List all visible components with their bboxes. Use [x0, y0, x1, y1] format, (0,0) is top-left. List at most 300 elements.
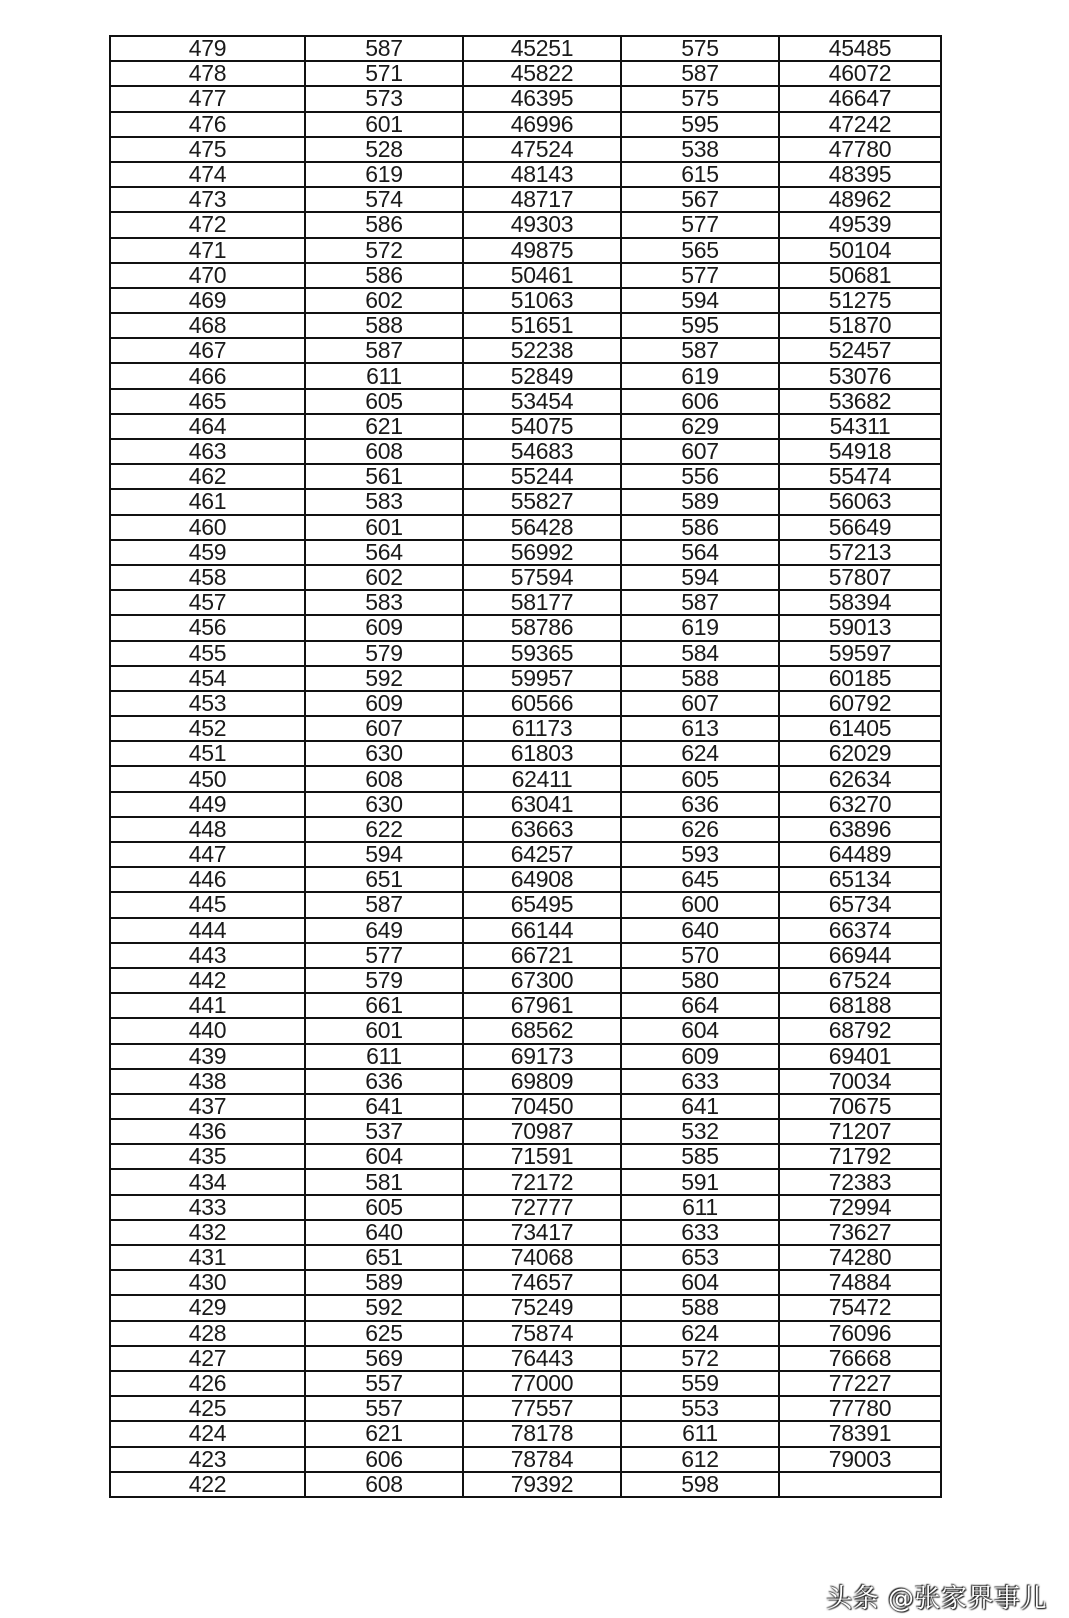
cell-cumulative-b: 47242 [779, 112, 941, 137]
cell-count-b: 611 [621, 1421, 779, 1446]
cell-count-a: 602 [305, 288, 463, 313]
cell-score: 439 [110, 1044, 305, 1069]
cell-cumulative-a: 67300 [463, 968, 621, 993]
table-row [110, 792, 941, 817]
cell-cumulative-b: 50104 [779, 238, 941, 263]
table-row [110, 590, 941, 615]
cell-cumulative-a: 56428 [463, 515, 621, 540]
cell-count-a: 577 [305, 943, 463, 968]
cell-cumulative-b: 50681 [779, 263, 941, 288]
table-row [110, 1044, 941, 1069]
cell-score: 448 [110, 817, 305, 842]
cell-count-a: 606 [305, 1447, 463, 1472]
table-row [110, 489, 941, 514]
cell-count-b: 565 [621, 238, 779, 263]
cell-count-b: 588 [621, 666, 779, 691]
cell-count-b: 584 [621, 641, 779, 666]
watermark-text: 头条 @张家界事儿 [826, 1584, 1047, 1614]
cell-count-b: 600 [621, 892, 779, 917]
cell-cumulative-b: 46072 [779, 61, 941, 86]
cell-cumulative-a: 69809 [463, 1069, 621, 1094]
cell-cumulative-b: 52457 [779, 338, 941, 363]
cell-cumulative-b: 78391 [779, 1421, 941, 1446]
cell-cumulative-a: 78784 [463, 1447, 621, 1472]
cell-count-a: 574 [305, 187, 463, 212]
cell-count-a: 573 [305, 86, 463, 111]
cell-cumulative-b: 49539 [779, 212, 941, 237]
cell-score: 478 [110, 61, 305, 86]
cell-count-b: 556 [621, 464, 779, 489]
cell-score: 438 [110, 1069, 305, 1094]
cell-score: 434 [110, 1169, 305, 1194]
cell-cumulative-a: 60566 [463, 691, 621, 716]
table-row [110, 112, 941, 137]
cell-cumulative-a: 45251 [463, 36, 621, 61]
cell-cumulative-a: 49875 [463, 238, 621, 263]
cell-count-b: 633 [621, 1220, 779, 1245]
table-row [110, 615, 941, 640]
cell-count-a: 586 [305, 263, 463, 288]
cell-cumulative-a: 57594 [463, 565, 621, 590]
table-row [110, 1245, 941, 1270]
cell-count-b: 585 [621, 1144, 779, 1169]
cell-cumulative-b: 66944 [779, 943, 941, 968]
cell-cumulative-b: 62029 [779, 741, 941, 766]
cell-cumulative-a: 53454 [463, 389, 621, 414]
cell-count-b: 570 [621, 943, 779, 968]
cell-count-a: 609 [305, 691, 463, 716]
cell-cumulative-a: 77557 [463, 1396, 621, 1421]
cell-count-a: 557 [305, 1396, 463, 1421]
cell-cumulative-b: 55474 [779, 464, 941, 489]
cell-count-a: 589 [305, 1270, 463, 1295]
cell-count-a: 630 [305, 792, 463, 817]
table-row [110, 1270, 941, 1295]
cell-score: 463 [110, 439, 305, 464]
cell-cumulative-b: 54918 [779, 439, 941, 464]
cell-count-b: 588 [621, 1295, 779, 1320]
cell-score: 443 [110, 943, 305, 968]
cell-cumulative-a: 65495 [463, 892, 621, 917]
cell-score: 477 [110, 86, 305, 111]
cell-count-a: 622 [305, 817, 463, 842]
cell-score: 449 [110, 792, 305, 817]
cell-count-a: 587 [305, 338, 463, 363]
cell-count-b: 589 [621, 489, 779, 514]
cell-cumulative-b: 53682 [779, 389, 941, 414]
table-row [110, 439, 941, 464]
cell-cumulative-a: 45822 [463, 61, 621, 86]
cell-count-a: 661 [305, 993, 463, 1018]
cell-cumulative-b: 68188 [779, 993, 941, 1018]
cell-cumulative-b: 57807 [779, 565, 941, 590]
table-row [110, 641, 941, 666]
cell-score: 457 [110, 590, 305, 615]
cell-cumulative-a: 51651 [463, 313, 621, 338]
table-row [110, 666, 941, 691]
cell-count-a: 569 [305, 1346, 463, 1371]
cell-count-a: 601 [305, 1018, 463, 1043]
cell-count-a: 602 [305, 565, 463, 590]
cell-cumulative-a: 54075 [463, 414, 621, 439]
cell-cumulative-b: 74280 [779, 1245, 941, 1270]
cell-count-b: 532 [621, 1119, 779, 1144]
table-row [110, 515, 941, 540]
cell-cumulative-a: 71591 [463, 1144, 621, 1169]
table-row [110, 389, 941, 414]
cell-cumulative-b: 59597 [779, 641, 941, 666]
cell-cumulative-b [779, 1472, 941, 1497]
table-row [110, 1119, 941, 1144]
cell-count-b: 538 [621, 137, 779, 162]
cell-score: 467 [110, 338, 305, 363]
cell-cumulative-a: 58177 [463, 590, 621, 615]
cell-score: 474 [110, 162, 305, 187]
cell-count-a: 607 [305, 716, 463, 741]
cell-cumulative-a: 76443 [463, 1346, 621, 1371]
cell-cumulative-a: 63663 [463, 817, 621, 842]
cell-count-a: 586 [305, 212, 463, 237]
cell-count-a: 583 [305, 590, 463, 615]
cell-count-b: 619 [621, 615, 779, 640]
table-row [110, 766, 941, 791]
cell-score: 429 [110, 1295, 305, 1320]
cell-cumulative-b: 56649 [779, 515, 941, 540]
table-row [110, 1018, 941, 1043]
cell-cumulative-b: 71207 [779, 1119, 941, 1144]
table-row [110, 187, 941, 212]
table-row [110, 1295, 941, 1320]
cell-count-a: 583 [305, 489, 463, 514]
cell-score: 444 [110, 918, 305, 943]
table-row [110, 741, 941, 766]
table-row [110, 61, 941, 86]
cell-cumulative-a: 64908 [463, 867, 621, 892]
cell-count-b: 553 [621, 1396, 779, 1421]
table-row [110, 817, 941, 842]
cell-count-b: 595 [621, 112, 779, 137]
table-row [110, 892, 941, 917]
cell-count-a: 641 [305, 1094, 463, 1119]
cell-cumulative-b: 60185 [779, 666, 941, 691]
cell-cumulative-a: 75249 [463, 1295, 621, 1320]
cell-score: 426 [110, 1371, 305, 1396]
cell-score: 442 [110, 968, 305, 993]
cell-cumulative-a: 68562 [463, 1018, 621, 1043]
cell-count-a: 587 [305, 892, 463, 917]
cell-cumulative-a: 61803 [463, 741, 621, 766]
cell-cumulative-a: 75874 [463, 1321, 621, 1346]
cell-cumulative-b: 73627 [779, 1220, 941, 1245]
cell-cumulative-a: 48717 [463, 187, 621, 212]
cell-count-a: 588 [305, 313, 463, 338]
cell-score: 475 [110, 137, 305, 162]
cell-count-b: 624 [621, 1321, 779, 1346]
cell-count-b: 559 [621, 1371, 779, 1396]
cell-score: 427 [110, 1346, 305, 1371]
cell-score: 473 [110, 187, 305, 212]
table-row [110, 1144, 941, 1169]
cell-count-a: 592 [305, 1295, 463, 1320]
cell-score: 454 [110, 666, 305, 691]
cell-score: 479 [110, 36, 305, 61]
table-row [110, 1371, 941, 1396]
cell-cumulative-a: 47524 [463, 137, 621, 162]
cell-cumulative-b: 53076 [779, 363, 941, 388]
cell-cumulative-a: 67961 [463, 993, 621, 1018]
cell-count-a: 537 [305, 1119, 463, 1144]
cell-score: 437 [110, 1094, 305, 1119]
cell-count-a: 630 [305, 741, 463, 766]
table-row [110, 363, 941, 388]
table-row [110, 86, 941, 111]
cell-score: 456 [110, 615, 305, 640]
cell-count-a: 579 [305, 641, 463, 666]
cell-count-b: 593 [621, 842, 779, 867]
cell-count-b: 575 [621, 86, 779, 111]
cell-cumulative-a: 73417 [463, 1220, 621, 1245]
cell-cumulative-b: 57213 [779, 540, 941, 565]
cell-cumulative-a: 77000 [463, 1371, 621, 1396]
cell-score: 447 [110, 842, 305, 867]
table-row [110, 1447, 941, 1472]
cell-score: 460 [110, 515, 305, 540]
cell-score: 433 [110, 1195, 305, 1220]
table-row [110, 867, 941, 892]
cell-count-a: 579 [305, 968, 463, 993]
cell-cumulative-a: 72172 [463, 1169, 621, 1194]
cell-cumulative-b: 65734 [779, 892, 941, 917]
cell-cumulative-a: 74657 [463, 1270, 621, 1295]
cell-count-b: 641 [621, 1094, 779, 1119]
cell-cumulative-b: 63896 [779, 817, 941, 842]
cell-cumulative-b: 58394 [779, 590, 941, 615]
cell-cumulative-b: 67524 [779, 968, 941, 993]
cell-score: 422 [110, 1472, 305, 1497]
cell-count-b: 664 [621, 993, 779, 1018]
cell-count-b: 619 [621, 363, 779, 388]
cell-count-b: 615 [621, 162, 779, 187]
cell-cumulative-b: 65134 [779, 867, 941, 892]
table-row [110, 1094, 941, 1119]
cell-count-b: 587 [621, 590, 779, 615]
cell-count-b: 607 [621, 439, 779, 464]
table-row [110, 968, 941, 993]
cell-count-a: 605 [305, 1195, 463, 1220]
cell-count-b: 564 [621, 540, 779, 565]
cell-cumulative-a: 72777 [463, 1195, 621, 1220]
cell-cumulative-a: 62411 [463, 766, 621, 791]
table-row [110, 918, 941, 943]
cell-cumulative-b: 68792 [779, 1018, 941, 1043]
cell-cumulative-a: 55827 [463, 489, 621, 514]
cell-score: 432 [110, 1220, 305, 1245]
cell-count-b: 580 [621, 968, 779, 993]
cell-count-b: 609 [621, 1044, 779, 1069]
cell-score: 430 [110, 1270, 305, 1295]
cell-score: 476 [110, 112, 305, 137]
cell-cumulative-a: 51063 [463, 288, 621, 313]
cell-cumulative-b: 66374 [779, 918, 941, 943]
cell-count-b: 575 [621, 36, 779, 61]
cell-score: 423 [110, 1447, 305, 1472]
cell-cumulative-a: 69173 [463, 1044, 621, 1069]
cell-score: 424 [110, 1421, 305, 1446]
cell-cumulative-b: 76096 [779, 1321, 941, 1346]
cell-cumulative-a: 46996 [463, 112, 621, 137]
cell-cumulative-a: 54683 [463, 439, 621, 464]
cell-cumulative-a: 56992 [463, 540, 621, 565]
cell-count-b: 626 [621, 817, 779, 842]
cell-count-a: 581 [305, 1169, 463, 1194]
cell-score: 428 [110, 1321, 305, 1346]
cell-score: 466 [110, 363, 305, 388]
cell-count-b: 586 [621, 515, 779, 540]
cell-cumulative-b: 75472 [779, 1295, 941, 1320]
cell-cumulative-b: 74884 [779, 1270, 941, 1295]
table-row [110, 137, 941, 162]
cell-cumulative-b: 76668 [779, 1346, 941, 1371]
table-row [110, 1195, 941, 1220]
cell-count-a: 625 [305, 1321, 463, 1346]
cell-count-b: 645 [621, 867, 779, 892]
cell-count-b: 607 [621, 691, 779, 716]
cell-cumulative-a: 79392 [463, 1472, 621, 1497]
cell-score: 431 [110, 1245, 305, 1270]
cell-score: 450 [110, 766, 305, 791]
cell-cumulative-a: 48143 [463, 162, 621, 187]
cell-score: 451 [110, 741, 305, 766]
cell-count-a: 609 [305, 615, 463, 640]
table-row [110, 1321, 941, 1346]
cell-cumulative-a: 63041 [463, 792, 621, 817]
cell-score: 471 [110, 238, 305, 263]
cell-score: 465 [110, 389, 305, 414]
cell-cumulative-b: 51870 [779, 313, 941, 338]
table-row [110, 1346, 941, 1371]
cell-count-b: 604 [621, 1270, 779, 1295]
cell-count-a: 636 [305, 1069, 463, 1094]
cell-cumulative-b: 71792 [779, 1144, 941, 1169]
cell-score: 458 [110, 565, 305, 590]
cell-cumulative-b: 77227 [779, 1371, 941, 1396]
cell-count-b: 567 [621, 187, 779, 212]
cell-score: 472 [110, 212, 305, 237]
cell-count-a: 619 [305, 162, 463, 187]
cell-score: 440 [110, 1018, 305, 1043]
cell-cumulative-a: 55244 [463, 464, 621, 489]
cell-count-a: 611 [305, 1044, 463, 1069]
cell-cumulative-a: 46395 [463, 86, 621, 111]
table-row [110, 993, 941, 1018]
cell-cumulative-a: 52238 [463, 338, 621, 363]
cell-score: 464 [110, 414, 305, 439]
cell-cumulative-b: 54311 [779, 414, 941, 439]
cell-score: 462 [110, 464, 305, 489]
cell-score: 470 [110, 263, 305, 288]
table-row [110, 1396, 941, 1421]
cell-score: 461 [110, 489, 305, 514]
cell-cumulative-b: 59013 [779, 615, 941, 640]
cell-cumulative-a: 66721 [463, 943, 621, 968]
cell-cumulative-b: 56063 [779, 489, 941, 514]
table-row [110, 338, 941, 363]
cell-count-b: 594 [621, 565, 779, 590]
cell-count-b: 640 [621, 918, 779, 943]
cell-count-a: 621 [305, 1421, 463, 1446]
cell-count-a: 651 [305, 1245, 463, 1270]
cell-count-b: 653 [621, 1245, 779, 1270]
table-row [110, 162, 941, 187]
cell-score: 435 [110, 1144, 305, 1169]
cell-cumulative-a: 61173 [463, 716, 621, 741]
table-body [110, 36, 941, 1497]
cell-count-b: 611 [621, 1195, 779, 1220]
cell-cumulative-a: 70987 [463, 1119, 621, 1144]
cell-cumulative-a: 74068 [463, 1245, 621, 1270]
table-row [110, 288, 941, 313]
cell-cumulative-a: 50461 [463, 263, 621, 288]
cell-count-a: 587 [305, 36, 463, 61]
cell-cumulative-a: 59957 [463, 666, 621, 691]
cell-count-a: 649 [305, 918, 463, 943]
table-row [110, 414, 941, 439]
cell-count-b: 612 [621, 1447, 779, 1472]
cell-cumulative-a: 59365 [463, 641, 621, 666]
cell-count-a: 651 [305, 867, 463, 892]
cell-count-a: 592 [305, 666, 463, 691]
cell-score: 436 [110, 1119, 305, 1144]
cell-count-b: 594 [621, 288, 779, 313]
cell-count-b: 604 [621, 1018, 779, 1043]
cell-cumulative-b: 70675 [779, 1094, 941, 1119]
table-row [110, 36, 941, 61]
cell-cumulative-b: 48962 [779, 187, 941, 212]
cell-cumulative-b: 61405 [779, 716, 941, 741]
cell-cumulative-b: 79003 [779, 1447, 941, 1472]
table-row [110, 1069, 941, 1094]
cell-count-a: 604 [305, 1144, 463, 1169]
cell-count-a: 601 [305, 112, 463, 137]
cell-count-b: 598 [621, 1472, 779, 1497]
cell-cumulative-b: 63270 [779, 792, 941, 817]
cell-count-a: 608 [305, 1472, 463, 1497]
cell-cumulative-b: 69401 [779, 1044, 941, 1069]
cell-cumulative-b: 48395 [779, 162, 941, 187]
cell-cumulative-b: 60792 [779, 691, 941, 716]
table-row [110, 943, 941, 968]
cell-count-b: 606 [621, 389, 779, 414]
table-row [110, 313, 941, 338]
cell-cumulative-b: 77780 [779, 1396, 941, 1421]
cell-count-a: 621 [305, 414, 463, 439]
cell-cumulative-b: 51275 [779, 288, 941, 313]
cell-cumulative-b: 72994 [779, 1195, 941, 1220]
cell-count-b: 572 [621, 1346, 779, 1371]
cell-count-b: 577 [621, 263, 779, 288]
cell-cumulative-a: 49303 [463, 212, 621, 237]
cell-score: 469 [110, 288, 305, 313]
cell-count-b: 636 [621, 792, 779, 817]
cell-cumulative-a: 70450 [463, 1094, 621, 1119]
cell-count-a: 611 [305, 363, 463, 388]
cell-score: 459 [110, 540, 305, 565]
cell-count-a: 557 [305, 1371, 463, 1396]
cell-count-a: 594 [305, 842, 463, 867]
table-row [110, 1472, 941, 1497]
cell-count-b: 629 [621, 414, 779, 439]
table-row [110, 716, 941, 741]
